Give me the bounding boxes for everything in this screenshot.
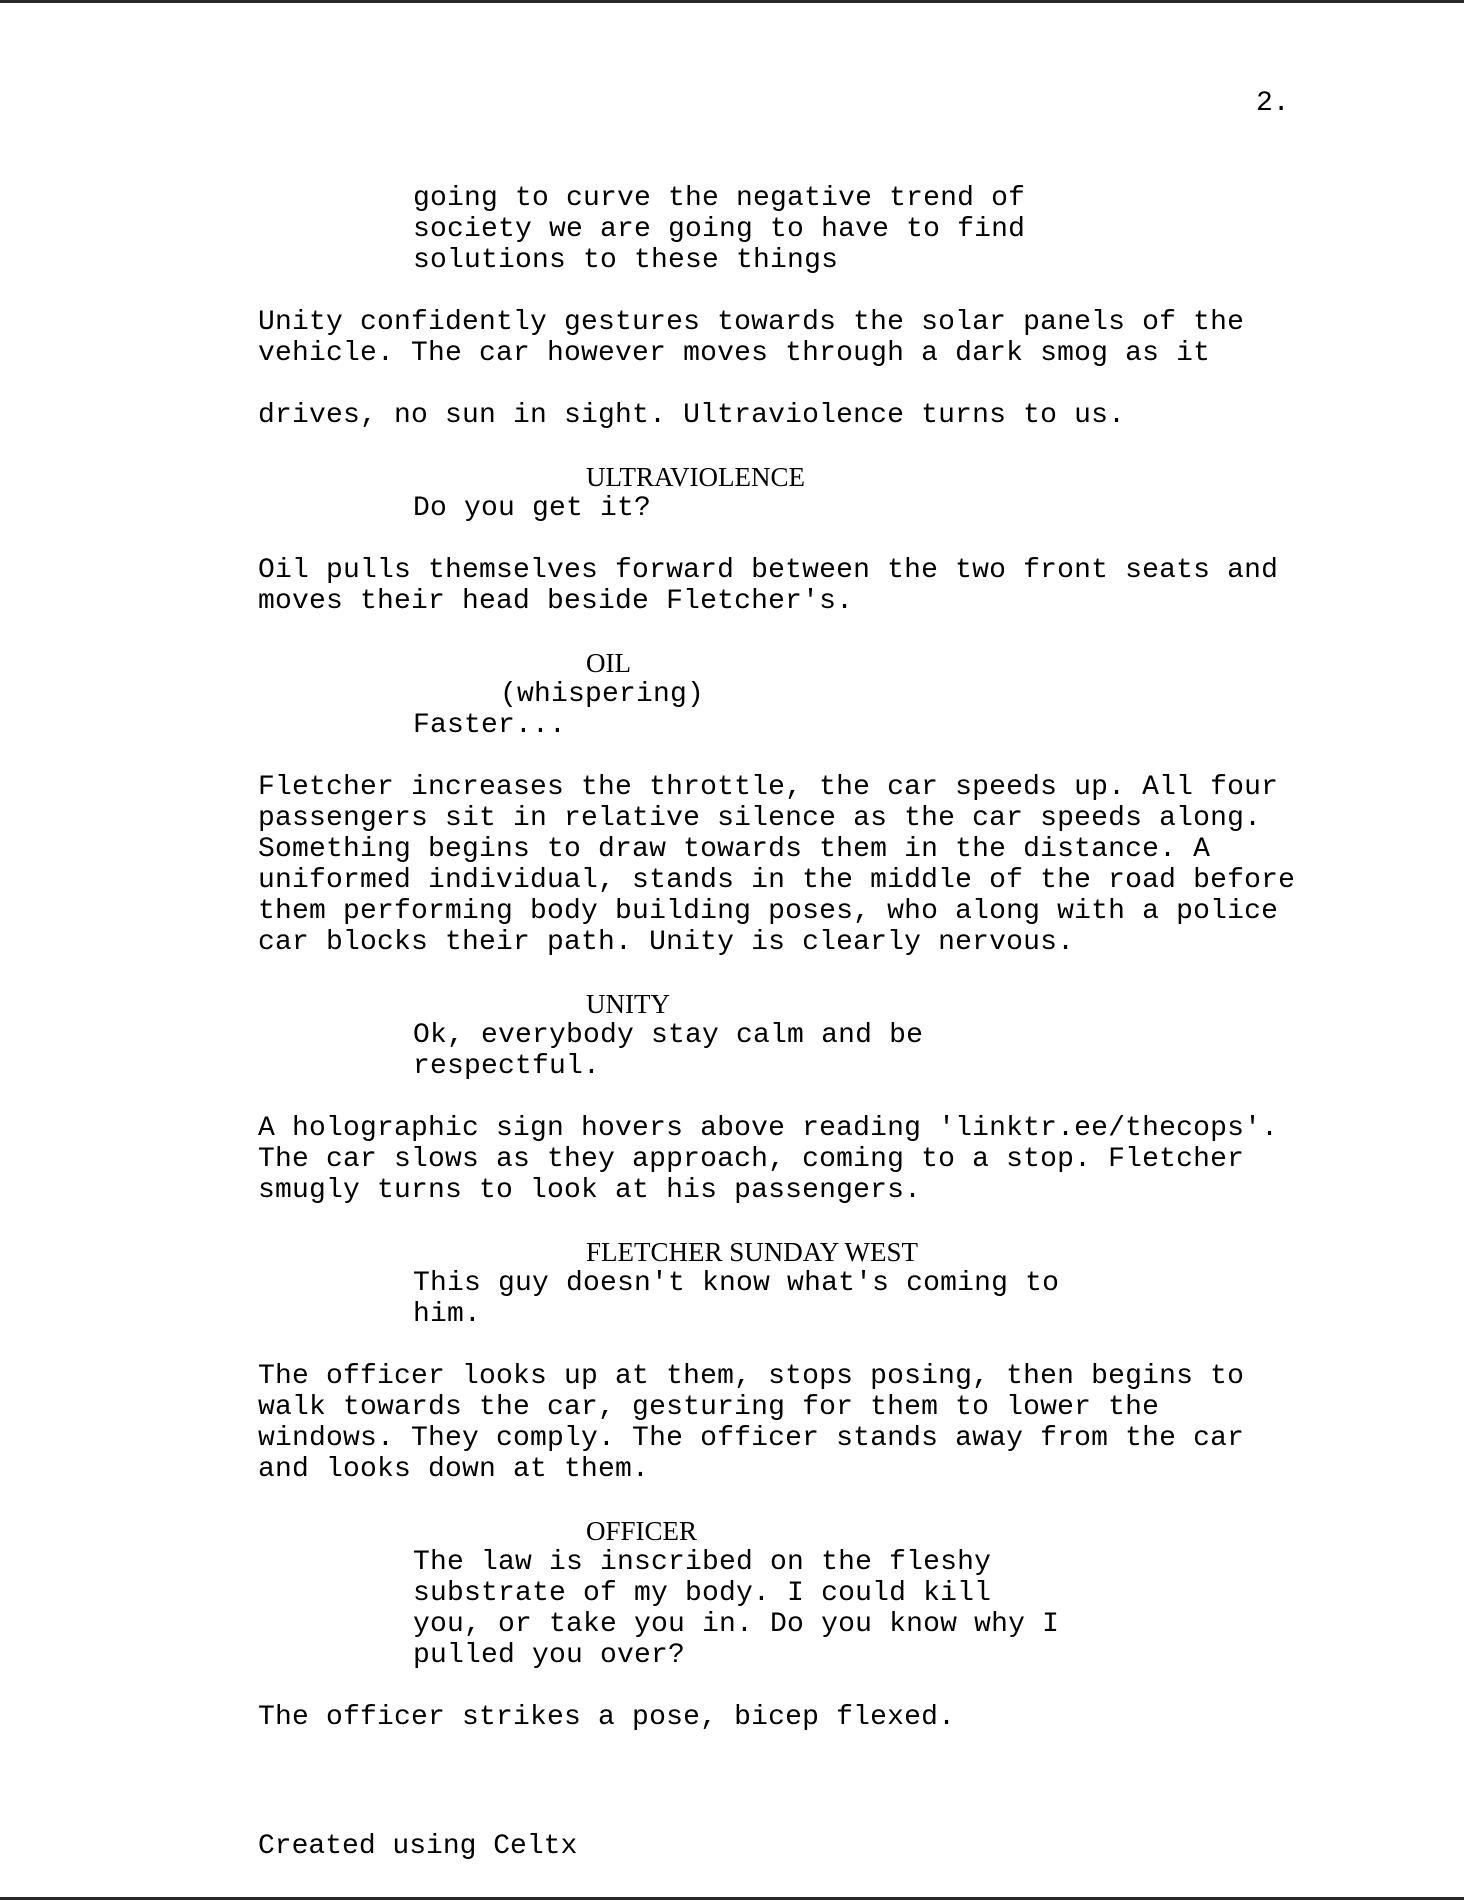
action-line: them performing body building poses, who along with a police xyxy=(258,896,1279,927)
action-line: Oil pulls themselves forward between the two front seats and xyxy=(258,555,1279,586)
character-name: UNITY xyxy=(586,989,670,1019)
dialogue-line: respectful. xyxy=(413,1051,601,1082)
action-line: and looks down at them. xyxy=(258,1454,650,1485)
page-top-border xyxy=(0,0,1464,3)
action-line: passengers sit in relative silence as the car speeds along. xyxy=(258,803,1262,834)
character-name: ULTRAVIOLENCE xyxy=(586,462,806,492)
action-line: walk towards the car, gesturing for them to lower the xyxy=(258,1392,1160,1423)
dialogue-line: Do you get it? xyxy=(413,493,652,524)
dialogue-line: The law is inscribed on the fleshy xyxy=(413,1547,992,1578)
dialogue-line: society we are going to have to find xyxy=(413,214,1026,245)
dialogue-line: This guy doesn't know what's coming to xyxy=(413,1268,1060,1299)
character-name: OIL xyxy=(586,648,631,678)
footer-credit: Created using Celtx xyxy=(258,1831,578,1862)
action-line: Something begins to draw towards them in the distance. A xyxy=(258,834,1211,865)
action-line: vehicle. The car however moves through a dark smog as it xyxy=(258,338,1211,369)
character-name: FLETCHER SUNDAY WEST xyxy=(586,1237,919,1267)
action-line: smugly turns to look at his passengers. xyxy=(258,1175,922,1206)
action-line: Fletcher increases the throttle, the car speeds up. All four xyxy=(258,772,1279,803)
dialogue-line: pulled you over? xyxy=(413,1640,686,1671)
action-line: moves their head beside Fletcher's. xyxy=(258,586,854,617)
character-name: OFFICER xyxy=(586,1516,698,1546)
dialogue-line: him. xyxy=(413,1299,482,1330)
action-line: car blocks their path. Unity is clearly nervous. xyxy=(258,927,1075,958)
action-line: A holographic sign hovers above reading 'linktr.ee/thecops'. xyxy=(258,1113,1279,1144)
dialogue-line: Ok, everybody stay calm and be xyxy=(413,1020,924,1051)
action-line: Unity confidently gestures towards the solar panels of the xyxy=(258,307,1245,338)
action-line: uniformed individual, stands in the middle of the road before xyxy=(258,865,1296,896)
page-number: 2. xyxy=(1256,88,1290,119)
dialogue-line: going to curve the negative trend of xyxy=(413,183,1026,214)
action-line: The officer strikes a pose, bicep flexed. xyxy=(258,1702,956,1733)
dialogue-line: Faster... xyxy=(413,710,567,741)
dialogue-line: you, or take you in. Do you know why I xyxy=(413,1609,1060,1640)
dialogue-line: substrate of my body. I could kill xyxy=(413,1578,992,1609)
action-line: The officer looks up at them, stops posing, then begins to xyxy=(258,1361,1245,1392)
parenthetical: (whispering) xyxy=(500,679,705,710)
dialogue-line: solutions to these things xyxy=(413,245,839,276)
action-line: windows. They comply. The officer stands away from the car xyxy=(258,1423,1245,1454)
action-line: drives, no sun in sight. Ultraviolence turns to us. xyxy=(258,400,1126,431)
action-line: The car slows as they approach, coming to a stop. Fletcher xyxy=(258,1144,1245,1175)
